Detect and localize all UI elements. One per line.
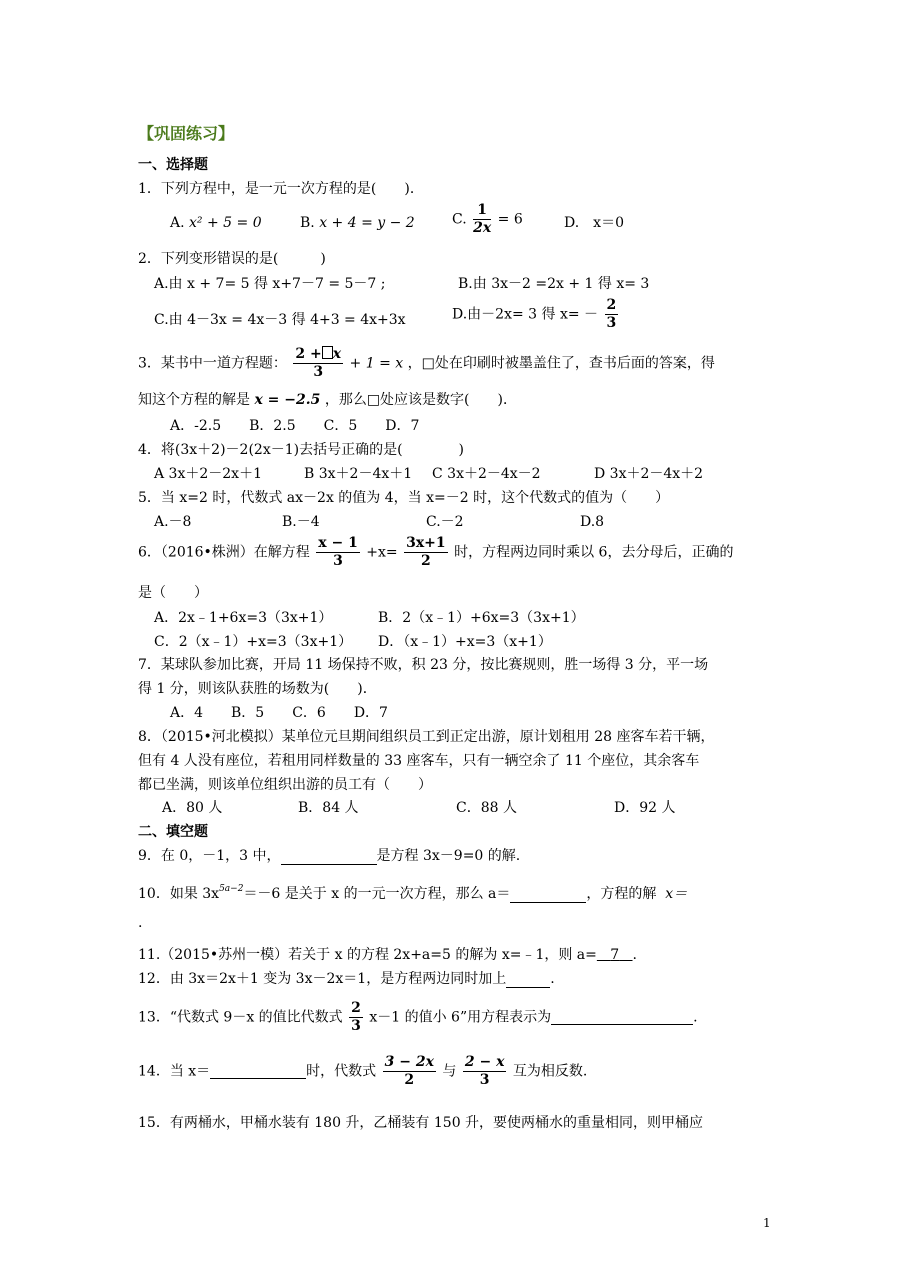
q9: 9．在 0，－1，3 中， 是方程 3x－9=0 的解.: [138, 848, 521, 864]
q11-answer: 7: [610, 947, 620, 963]
q8-option-d: D．92 人: [614, 800, 676, 816]
q9-blank[interactable]: [281, 850, 377, 865]
q6-option-b: B．2（x﹣1）+6x=3（3x+1）: [378, 610, 585, 626]
q2-option-a: A.由 x + 7= 5 得 x+7－7 = 5－7 ;: [154, 276, 386, 292]
q8-option-b: B．84 人: [298, 800, 359, 816]
q2-stem: 2．下列变形错误的是( ): [138, 251, 326, 267]
q5-stem: 5．当 x=2 时，代数式 ax－2x 的值为 4，当 x=－2 时，这个代数式的值为（ ）: [138, 490, 670, 506]
q12: 12．由 3x＝2x＋1 变为 3x－2x＝1，是方程两边同时加上 .: [138, 971, 555, 987]
q15-line1: 15．有两桶水，甲桶水装有 180 升，乙桶装有 150 升，要使两桶水的重量相同，则甲桶应: [138, 1115, 704, 1131]
section-header: 【巩固练习】: [138, 124, 235, 143]
section-choice-title: 一、选择题: [138, 157, 208, 173]
q4-option-c: C 3x＋2－4x－2: [432, 466, 541, 482]
q10: 10．如果 $3x^{5a-2}=-6$ 是关于 x 的一元一次方程，那么 a＝ ，方程的解 x＝: [138, 884, 688, 902]
q12-blank[interactable]: [506, 973, 550, 988]
q1-option-b: B. x + 4 = y − 2: [300, 215, 415, 231]
q5-option-d: D.8: [580, 514, 605, 530]
q4-stem: 4．将(3x＋2)－2(2x－1)去括号正确的是( ): [138, 442, 465, 458]
q3-stem: 3．某书中一道方程题： $\frac{2 + x}{3}$ + 1 = x ，□处在印刷时被墨盖住了，查书后面的答案，得: [138, 346, 715, 380]
q7-line2: 得 1 分，则该队获胜的场数为( )．: [138, 681, 377, 697]
q10-line2: .: [138, 915, 143, 931]
q14-blank[interactable]: [210, 1064, 306, 1079]
q6-stem: 6．（2016•株洲）在解方程 $\frac{x - 1}{3}$ +x= $\frac{3x+1}{2}$ 时，方程两边同时乘以 6，去分母后，正确的: [138, 535, 734, 569]
q13: 13．“代数式 9－x 的值比代数式 $\frac{2}{3}$ x－1 的值小 6”用方程表示为 .: [138, 1000, 698, 1034]
q4-option-a: A 3x＋2－2x＋1: [154, 466, 262, 482]
q1-option-c: C. $\frac{1}{2x}$ = 6: [452, 202, 523, 236]
q8-line3: 都已坐满，则该单位组织出游的员工有（ ）: [138, 777, 432, 793]
q10-blank-a[interactable]: [510, 888, 586, 903]
q13-blank[interactable]: [551, 1010, 693, 1025]
q7-options: A．4 B．5 C．6 D．7: [170, 705, 388, 721]
q3-line2: 知这个方程的解是 x = −2.5 ，那么□处应该是数字( )．: [138, 392, 517, 408]
q1-option-a: A. x² + 5 = 0: [170, 215, 262, 231]
q1-option-d: D. x＝0: [564, 215, 624, 231]
q4-option-b: B 3x＋2－4x＋1: [304, 466, 413, 482]
section-fill-title: 二、填空题: [138, 824, 208, 840]
q6-line2: 是（ ）: [138, 585, 208, 601]
q2-option-c: C.由 4－3x = 4x－3 得 4+3 = 4x+3x: [154, 312, 406, 328]
q11: 11.（2015•苏州一模）若关于 x 的方程 2x+a=5 的解为 x=﹣1，则 a= 7 .: [138, 947, 637, 963]
q8-line2: 但有 4 人没有座位，若租用同样数量的 33 座客车，只有一辆空余了 11 个座位，其余客车: [138, 753, 700, 769]
q8-option-c: C．88 人: [456, 800, 517, 816]
q7-line1: 7．某球队参加比赛，开局 11 场保持不败，积 23 分，按比赛规则，胜一场得 3 分，平一场: [138, 657, 709, 673]
ink-blot-box: [322, 346, 333, 359]
q6-option-a: A．2x﹣1+6x=3（3x+1）: [154, 610, 333, 626]
q5-option-b: B.－4: [282, 514, 320, 530]
q4-option-d: D 3x＋2－4x＋2: [594, 466, 704, 482]
q2-option-d: D.由－2x= 3 得 x= － $\frac{2}{3}$: [452, 297, 617, 331]
q5-option-a: A.－8: [154, 514, 192, 530]
q5-option-c: C.－2: [426, 514, 464, 530]
q3-options: A．-2.5 B．2.5 C．5 D．7: [170, 418, 420, 434]
q6-option-c: C．2（x﹣1）+x=3（3x+1）: [154, 634, 353, 650]
q2-option-b: B.由 3x－2 =2x + 1 得 x= 3: [458, 276, 650, 292]
q8-option-a: A．80 人: [162, 800, 223, 816]
q8-line1: 8．（2015•河北模拟）某单位元旦期间组织员工到正定出游，原计划租用 28 座客车若干辆，: [138, 729, 715, 745]
q6-option-d: D．（x﹣1）+x=3（x+1）: [378, 634, 552, 650]
q1-stem: 1．下列方程中，是一元一次方程的是( )．: [138, 181, 424, 197]
q14: 14．当 x＝ 时，代数式 $\frac{3 - 2x}{2}$ 与 $\frac{2 - x}{3}$ 互为相反数.: [138, 1054, 588, 1088]
page-number: 1: [763, 1216, 771, 1230]
